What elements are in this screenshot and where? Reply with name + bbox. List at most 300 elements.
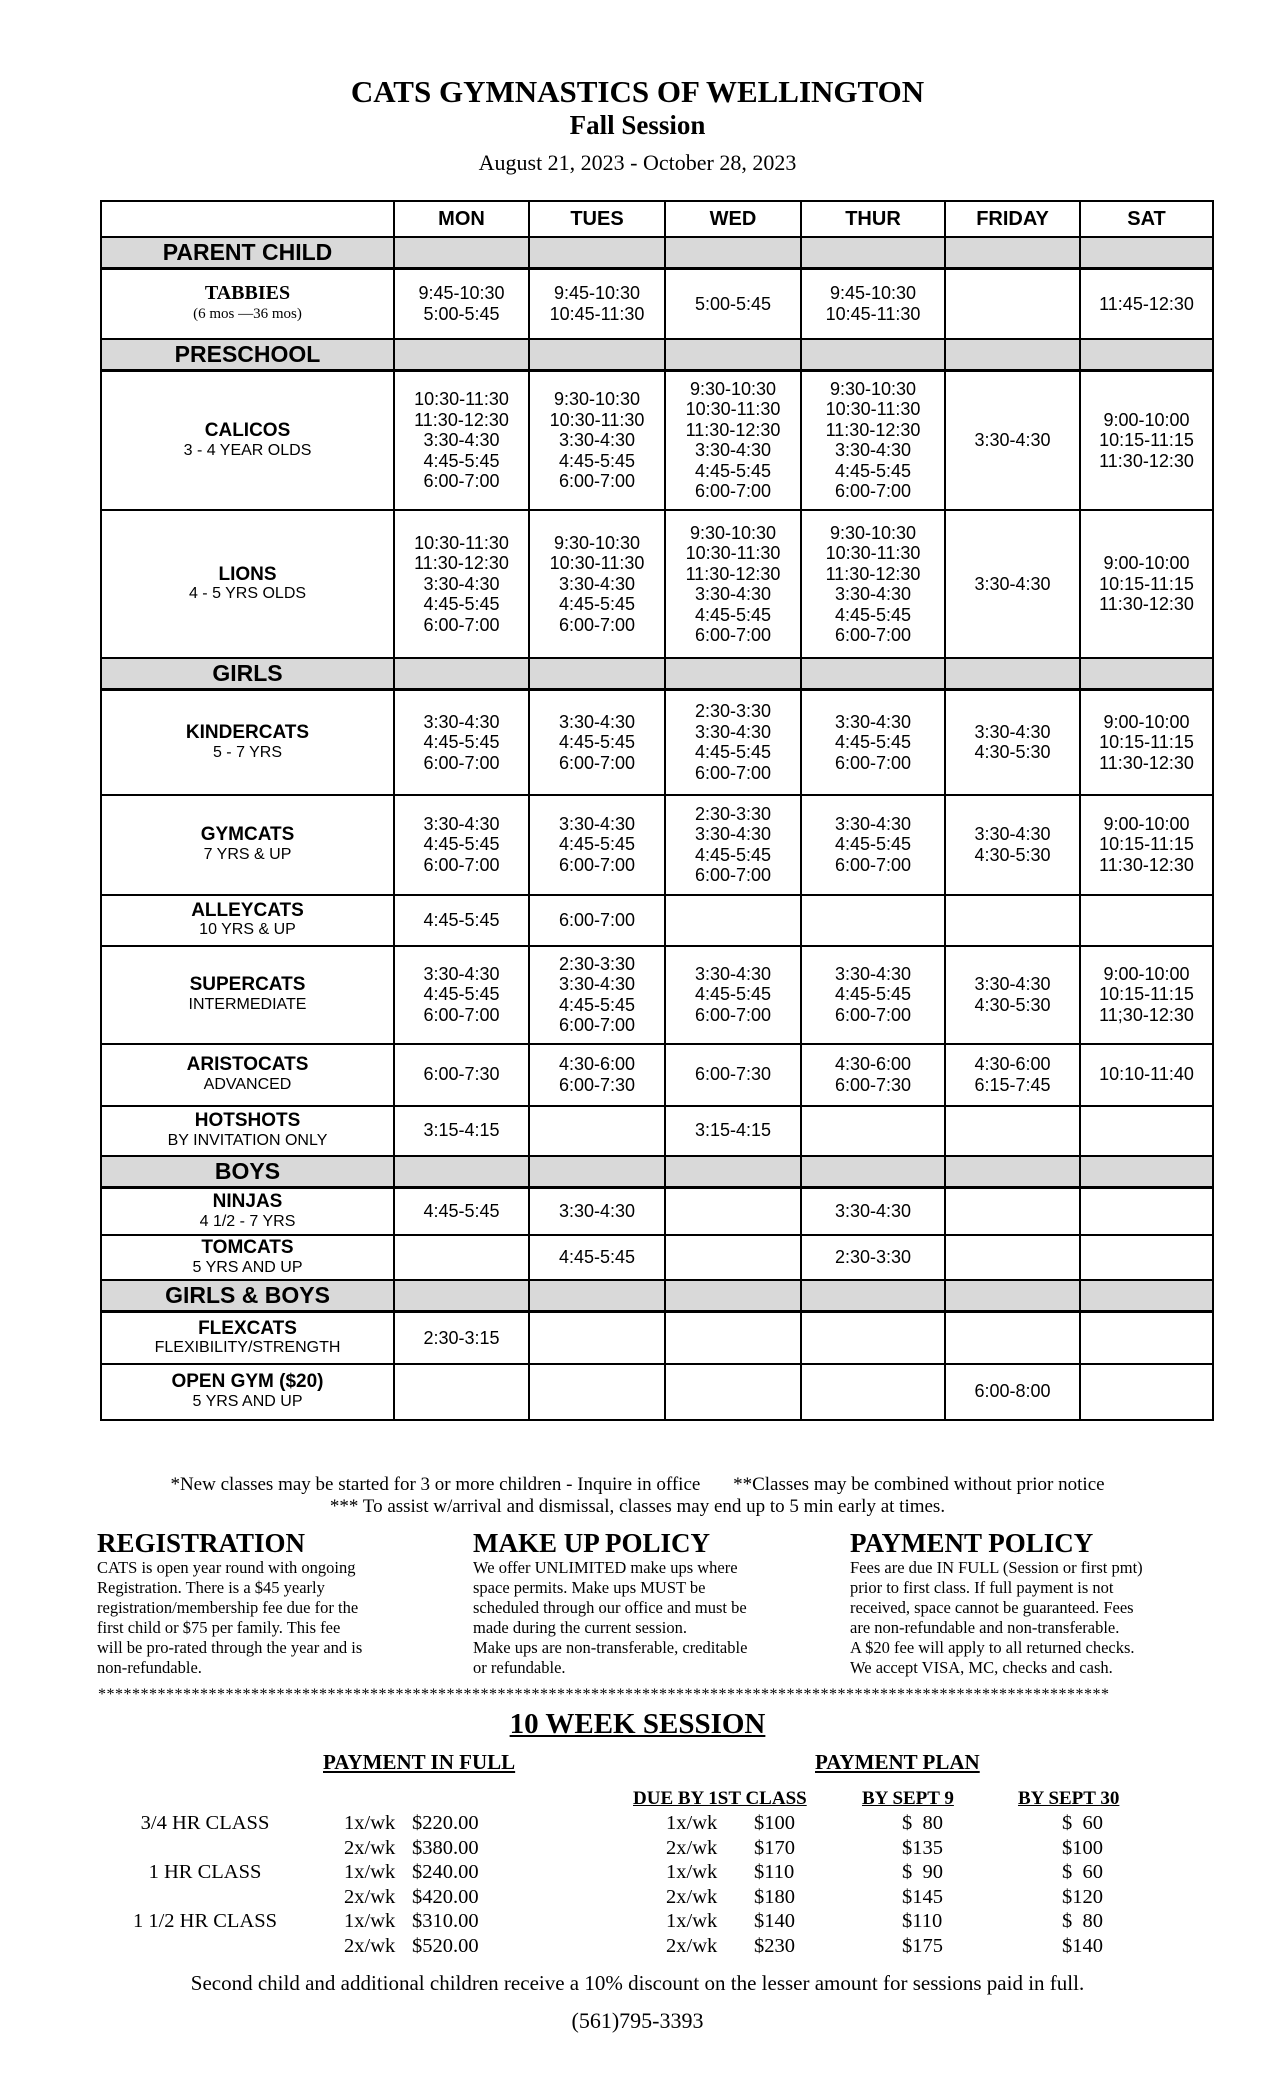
class-age-group: 5 - 7 YRS <box>212 743 283 761</box>
time-slot: 10:10-11:40 <box>1099 1064 1194 1085</box>
time-slot: 3:30-4:30 <box>834 711 912 732</box>
time-slot: 11:30-12:30 <box>685 563 781 584</box>
time-slot: 3:30-4:30 <box>834 440 912 461</box>
time-cell-thur <box>801 1187 945 1235</box>
class-name: NINJAS <box>212 1191 283 1212</box>
class-row <box>101 895 1213 946</box>
time-slot: 10:30-11:30 <box>825 543 921 563</box>
time-slot: 4:30-5:30 <box>974 844 1051 865</box>
pricing-due: $110 <box>754 1861 795 1883</box>
time-slot: 9:30-10:30 <box>689 378 777 399</box>
section-row <box>101 658 1213 690</box>
registration-text <box>97 1558 417 1678</box>
footer <box>0 1970 1275 2034</box>
session-name: Fall Session <box>569 110 706 140</box>
policy-line: Registration. There is a $45 yearly <box>97 1578 325 1597</box>
time-slot: 6:00-7:00 <box>558 752 636 773</box>
policy-line: made during the current session. <box>473 1618 687 1637</box>
time-cell-sat <box>1080 1106 1213 1156</box>
pricing-freq: 1x/wk <box>344 1812 396 1834</box>
pricing-row <box>0 1935 1275 1959</box>
time-cell-tues <box>529 946 665 1044</box>
time-slot: 3:30-4:30 <box>694 440 772 461</box>
star-separator: *********************************************************************************************************************** <box>98 1686 1110 1703</box>
pricing-s30: $ 60 <box>1062 1861 1103 1883</box>
pricing-full: $520.00 <box>412 1934 479 1957</box>
makeup-text <box>473 1558 793 1678</box>
time-cell-sat <box>1080 795 1213 895</box>
time-cell-wed <box>665 1106 801 1156</box>
time-cell-fri <box>945 269 1080 339</box>
gym-name: CATS GYMNASTICS OF WELLINGTON <box>350 74 925 109</box>
pricing-s9: $ 90 <box>902 1861 943 1883</box>
payment-in-full-heading: PAYMENT IN FULL <box>323 1750 516 1774</box>
time-slot: 3:30-4:30 <box>834 813 912 834</box>
time-cell-sat <box>1080 1312 1213 1364</box>
pricing-s9: $145 <box>902 1885 943 1908</box>
time-cell-wed <box>665 1187 801 1235</box>
registration-policy <box>97 1528 417 1678</box>
time-slot: 6:00-7:00 <box>834 625 912 645</box>
time-slot: 4:30-5:30 <box>974 742 1051 763</box>
pricing-pfreq: 2x/wk <box>666 1934 718 1957</box>
time-cell-wed <box>665 510 801 658</box>
class-row <box>101 1187 1213 1235</box>
policy-line: space permits. Make ups MUST be <box>473 1578 706 1597</box>
time-slot: 6:00-7:00 <box>834 854 912 875</box>
time-slot: 4:45-5:45 <box>834 460 912 481</box>
pricing-cls: 1 1/2 HR CLASS <box>132 1910 278 1932</box>
pricing-freq: 2x/wk <box>344 1934 396 1957</box>
time-slot: 6:15-7:45 <box>974 1074 1051 1095</box>
section-boys: BOYS <box>101 1156 394 1188</box>
time-slot: 6:00-7:00 <box>558 471 636 491</box>
document-header <box>0 74 1275 176</box>
class-name: ALLEYCATS <box>191 899 304 921</box>
day-sat: SAT <box>1080 201 1213 237</box>
time-slot: 6:00-7:00 <box>558 909 636 930</box>
time-slot: 6:00-7:00 <box>423 752 500 773</box>
class-name: TABBIES <box>204 282 291 305</box>
time-slot: 6:00-7:00 <box>694 1004 772 1025</box>
policy-line: CATS is open year round with ongoing <box>97 1558 356 1577</box>
time-cell-thur <box>801 370 945 510</box>
section-preschool: PRESCHOOL <box>101 339 394 371</box>
pricing-s9: $ 80 <box>902 1812 943 1834</box>
makeup-title: MAKE UP POLICY <box>473 1528 711 1558</box>
time-slot: 4:45-5:45 <box>423 909 500 930</box>
time-slot: 9:30-10:30 <box>689 522 777 543</box>
time-cell-mon <box>394 1312 529 1364</box>
pricing-cls: 1 HR CLASS <box>148 1861 262 1883</box>
class-age-group: INTERMEDIATE <box>188 995 307 1013</box>
pricing-freq: 2x/wk <box>344 1836 396 1859</box>
time-slot: 4:30-6:00 <box>974 1054 1051 1074</box>
pricing-row <box>0 1886 1275 1910</box>
pricing-s30: $ 60 <box>1062 1812 1103 1834</box>
time-slot: 3:30-4:30 <box>423 813 500 834</box>
time-cell-tues <box>529 1106 665 1156</box>
time-slot: 6:00-7:00 <box>423 854 500 875</box>
time-cell-fri <box>945 946 1080 1044</box>
time-cell-sat <box>1080 510 1213 658</box>
time-cell-sat <box>1080 269 1213 339</box>
time-slot: 3:30-4:30 <box>974 824 1051 844</box>
time-slot: 9:45-10:30 <box>553 283 641 304</box>
pricing-s30: $140 <box>1062 1934 1103 1957</box>
pricing-s30: $100 <box>1062 1836 1103 1859</box>
pricing-row <box>0 1910 1275 1934</box>
time-slot: 3:30-4:30 <box>558 430 636 450</box>
class-name-cell-flexcats <box>101 1312 394 1364</box>
time-slot: 10:15-11:15 <box>1099 573 1194 594</box>
time-cell-fri <box>945 510 1080 658</box>
time-slot: 5:00-5:45 <box>423 303 500 324</box>
time-slot: 11;30-12:30 <box>1099 1004 1194 1025</box>
policy-line: scheduled through our office and must be <box>473 1598 747 1617</box>
time-cell-mon <box>394 1187 529 1235</box>
time-slot: 10:30-11:30 <box>414 389 509 409</box>
time-cell-fri <box>945 895 1080 946</box>
time-cell-thur <box>801 269 945 339</box>
time-slot: 2:30-3:30 <box>694 701 772 722</box>
time-slot: 6:00-7:00 <box>834 1004 912 1025</box>
day-header-row <box>101 201 1213 237</box>
sibling-discount-note: Second child and additional children receive a 10% discount on the lesser amount for sessions paid in full. <box>190 1971 1085 1995</box>
time-cell-wed <box>665 269 801 339</box>
class-row <box>101 269 1213 339</box>
time-slot: 3:30-4:30 <box>558 1201 636 1221</box>
time-slot: 3:15-4:15 <box>423 1120 500 1141</box>
class-name: OPEN GYM ($20) <box>171 1371 324 1393</box>
time-cell-mon <box>394 269 529 339</box>
class-name-cell-tomcats <box>101 1235 394 1280</box>
class-name: ARISTOCATS <box>186 1054 309 1076</box>
pricing-s9: $135 <box>902 1836 943 1859</box>
class-name: CALICOS <box>204 420 291 441</box>
time-slot: 4:45-5:45 <box>694 742 772 763</box>
time-slot: 11:30-12:30 <box>1099 450 1194 471</box>
time-slot: 4:45-5:45 <box>423 594 500 615</box>
time-slot: 6:00-8:00 <box>974 1381 1051 1402</box>
time-cell-tues <box>529 510 665 658</box>
class-name-cell-lions <box>101 510 394 658</box>
time-slot: 10:30-11:30 <box>549 553 645 574</box>
class-name-cell-kindercats <box>101 690 394 795</box>
policy-line: first child or $75 per family. This fee <box>97 1618 341 1637</box>
registration-title: REGISTRATION <box>97 1528 306 1558</box>
payment-title: PAYMENT POLICY <box>850 1528 1094 1558</box>
payment-plan-heading: PAYMENT PLAN <box>815 1750 980 1774</box>
header-blank <box>101 201 394 237</box>
time-slot: 3:30-4:30 <box>423 573 500 594</box>
time-cell-tues <box>529 1364 665 1420</box>
class-name-cell-gymcats <box>101 795 394 895</box>
time-cell-wed <box>665 795 801 895</box>
time-cell-thur <box>801 1235 945 1280</box>
time-slot: 10:15-11:15 <box>1099 834 1194 855</box>
policy-line: registration/membership fee due for the <box>97 1598 359 1617</box>
time-cell-thur <box>801 1106 945 1156</box>
class-name-cell-supercats <box>101 946 394 1044</box>
policy-line: prior to first class. If full payment is not <box>850 1578 1114 1597</box>
pricing-full: $220.00 <box>412 1812 479 1834</box>
time-slot: 10:30-11:30 <box>549 409 645 430</box>
time-slot: 4:45-5:45 <box>834 834 912 855</box>
time-slot: 6:00-7:00 <box>694 865 772 885</box>
class-age-group: 4 1/2 - 7 YRS <box>199 1212 296 1230</box>
time-slot: 6:00-7:00 <box>694 762 772 783</box>
time-cell-wed <box>665 946 801 1044</box>
time-slot: 11:30-12:30 <box>1099 752 1194 773</box>
time-slot: 9:30-10:30 <box>553 532 641 553</box>
time-cell-mon <box>394 795 529 895</box>
class-name-cell-hotshots <box>101 1106 394 1156</box>
time-slot: 4:45-5:45 <box>423 1201 500 1221</box>
class-schedule-table <box>100 200 1214 1421</box>
time-slot: 6:00-7:00 <box>558 614 636 635</box>
time-cell-mon <box>394 1044 529 1106</box>
policy-line: are non-refundable and non-transferable. <box>850 1618 1120 1637</box>
time-slot: 6:00-7:00 <box>694 481 772 502</box>
class-age-group: 3 - 4 YEAR OLDS <box>183 441 312 459</box>
policy-line: non-refundable. <box>97 1658 202 1677</box>
time-cell-sat <box>1080 1044 1213 1106</box>
time-slot: 11:30-12:30 <box>414 409 509 430</box>
class-age-group: (6 mos —36 mos) <box>193 305 302 322</box>
col-due-first-class: DUE BY 1ST CLASS <box>633 1788 807 1809</box>
time-cell-wed <box>665 1044 801 1106</box>
time-slot: 11:30-12:30 <box>1099 854 1194 875</box>
payment-policy <box>850 1528 1190 1678</box>
time-cell-fri <box>945 795 1080 895</box>
class-name-cell-alleycats <box>101 895 394 946</box>
time-cell-fri <box>945 1235 1080 1280</box>
time-slot: 6:00-7:00 <box>423 1004 500 1025</box>
time-slot: 4:45-5:45 <box>423 732 500 752</box>
policy-line: will be pro-rated through the year and is <box>97 1638 363 1657</box>
time-slot: 6:00-7:00 <box>694 625 772 645</box>
time-cell-thur <box>801 1312 945 1364</box>
class-name-cell-ninjas <box>101 1187 394 1235</box>
policy-line: A $20 fee will apply to all returned checks. <box>850 1638 1135 1657</box>
pricing-full: $310.00 <box>412 1910 479 1932</box>
pricing-pfreq: 1x/wk <box>666 1910 718 1932</box>
time-slot: 10:30-11:30 <box>825 399 921 420</box>
class-name: TOMCATS <box>201 1237 294 1259</box>
time-cell-tues <box>529 1044 665 1106</box>
pricing-pfreq: 2x/wk <box>666 1836 718 1859</box>
class-name-cell-aristocats <box>101 1044 394 1106</box>
class-age-group: 10 YRS & UP <box>199 921 296 939</box>
time-slot: 2:30-3:30 <box>694 803 772 824</box>
time-cell-mon <box>394 946 529 1044</box>
time-cell-fri <box>945 690 1080 795</box>
time-slot: 2:30-3:15 <box>423 1327 500 1348</box>
time-slot: 11:30-12:30 <box>414 553 509 574</box>
pricing-freq: 1x/wk <box>344 1861 396 1883</box>
class-name: KINDERCATS <box>185 722 310 743</box>
time-slot: 4:45-5:45 <box>423 834 500 855</box>
note-new-classes: *New classes may be started for 3 or more children - Inquire in office <box>170 1474 701 1495</box>
time-slot: 3:30-4:30 <box>423 430 500 450</box>
time-slot: 3:30-4:30 <box>974 430 1051 450</box>
time-slot: 6:00-7:30 <box>834 1074 912 1095</box>
policy-line: received, space cannot be guaranteed. Fees <box>850 1598 1134 1617</box>
class-age-group: 5 YRS AND UP <box>192 1258 303 1276</box>
time-cell-fri <box>945 1044 1080 1106</box>
time-slot: 2:30-3:30 <box>558 953 636 974</box>
class-age-group: 5 YRS AND UP <box>192 1392 303 1410</box>
class-age-group: 4 - 5 YRS OLDS <box>188 585 307 603</box>
class-name: FLEXCATS <box>198 1317 297 1339</box>
section-row <box>101 1280 1213 1312</box>
policy-line: Make ups are non-transferable, creditable <box>473 1638 748 1657</box>
class-row <box>101 690 1213 795</box>
pricing-cls: 3/4 HR CLASS <box>140 1812 270 1834</box>
class-age-group: FLEXIBILITY/STRENGTH <box>154 1339 341 1356</box>
pricing-due: $180 <box>754 1885 795 1908</box>
class-age-group: ADVANCED <box>203 1075 292 1093</box>
time-slot: 4:45-5:45 <box>558 450 636 471</box>
section-row <box>101 237 1213 269</box>
day-friday: FRIDAY <box>945 201 1080 237</box>
time-slot: 4:45-5:45 <box>694 984 772 1005</box>
time-cell-fri <box>945 1364 1080 1420</box>
time-slot: 4:45-5:45 <box>834 732 912 752</box>
time-cell-tues <box>529 895 665 946</box>
time-slot: 4:45-5:45 <box>558 834 636 855</box>
time-cell-tues <box>529 795 665 895</box>
class-row <box>101 1235 1213 1280</box>
pricing-full: $380.00 <box>412 1836 479 1859</box>
time-slot: 10:45-11:30 <box>549 303 645 324</box>
time-slot: 6:00-7:00 <box>558 854 636 875</box>
time-slot: 6:00-7:30 <box>558 1074 636 1095</box>
time-cell-mon <box>394 370 529 510</box>
pricing-due: $100 <box>754 1812 795 1834</box>
day-thur: THUR <box>801 201 945 237</box>
pricing-due: $140 <box>754 1910 795 1932</box>
time-cell-tues <box>529 1312 665 1364</box>
time-cell-sat <box>1080 946 1213 1044</box>
time-slot: 3:15-4:15 <box>694 1120 772 1141</box>
policy-line: Fees are due IN FULL (Session or first pmt) <box>850 1558 1143 1577</box>
time-slot: 9:45-10:30 <box>418 283 505 304</box>
class-name-cell-opengym <box>101 1364 394 1420</box>
time-cell-thur <box>801 1364 945 1420</box>
pricing-freq: 1x/wk <box>344 1910 396 1932</box>
time-cell-tues <box>529 1187 665 1235</box>
time-slot: 6:00-7:00 <box>834 752 912 773</box>
time-slot: 11:30-12:30 <box>1099 594 1194 615</box>
time-slot: 6:00-7:30 <box>423 1064 500 1085</box>
time-slot: 10:30-11:30 <box>685 399 781 420</box>
section-row <box>101 1156 1213 1188</box>
time-cell-wed <box>665 370 801 510</box>
class-row <box>101 1044 1213 1106</box>
pricing-pfreq: 2x/wk <box>666 1885 718 1908</box>
col-by-sept30: BY SEPT 30 <box>1018 1788 1120 1809</box>
time-slot: 3:30-4:30 <box>558 711 636 732</box>
pricing-s9: $110 <box>902 1910 943 1932</box>
time-cell-wed <box>665 1364 801 1420</box>
payment-text <box>850 1558 1190 1678</box>
time-slot: 3:30-4:30 <box>834 963 912 984</box>
time-cell-mon <box>394 1106 529 1156</box>
day-tues: TUES <box>529 201 665 237</box>
time-slot: 4:30-5:30 <box>974 994 1051 1015</box>
time-slot: 9:00-10:00 <box>1103 963 1190 984</box>
time-cell-thur <box>801 795 945 895</box>
time-cell-sat <box>1080 895 1213 946</box>
class-name-cell-tabbies <box>101 269 394 339</box>
policy-line: or refundable. <box>473 1658 566 1677</box>
pricing-full: $240.00 <box>412 1861 479 1883</box>
time-cell-tues <box>529 1235 665 1280</box>
time-slot: 4:45-5:45 <box>834 604 912 625</box>
time-slot: 3:30-4:30 <box>694 963 772 984</box>
time-slot: 9:30-10:30 <box>829 522 917 543</box>
note-dismissal: *** To assist w/arrival and dismissal, classes may end up to 5 min early at times. <box>329 1496 946 1517</box>
makeup-policy <box>473 1528 793 1678</box>
time-cell-tues <box>529 269 665 339</box>
time-cell-mon <box>394 690 529 795</box>
time-slot: 11:30-12:30 <box>825 563 921 584</box>
time-slot: 6:00-7:00 <box>423 614 500 635</box>
time-cell-thur <box>801 510 945 658</box>
time-slot: 3:30-4:30 <box>694 721 772 742</box>
class-name: HOTSHOTS <box>194 1110 301 1132</box>
time-cell-wed <box>665 690 801 795</box>
time-slot: 3:30-4:30 <box>694 584 772 604</box>
day-wed: WED <box>665 201 801 237</box>
note-combined: **Classes may be combined without prior notice <box>733 1474 1105 1495</box>
session-dates: August 21, 2023 - October 28, 2023 <box>478 150 797 175</box>
pricing-row <box>0 1812 1275 1836</box>
class-row <box>101 1364 1213 1420</box>
time-slot: 11:30-12:30 <box>685 419 781 440</box>
pricing-row <box>0 1861 1275 1885</box>
time-slot: 3:30-4:30 <box>974 974 1051 994</box>
time-slot: 3:30-4:30 <box>558 974 636 994</box>
time-slot: 4:45-5:45 <box>694 460 772 481</box>
class-age-group: 7 YRS & UP <box>203 845 292 863</box>
time-slot: 9:30-10:30 <box>829 378 917 399</box>
time-cell-mon <box>394 510 529 658</box>
time-slot: 4:45-5:45 <box>423 450 500 471</box>
time-cell-fri <box>945 1106 1080 1156</box>
time-slot: 2:30-3:30 <box>834 1247 912 1268</box>
time-slot: 9:00-10:00 <box>1103 553 1190 574</box>
class-row <box>101 1106 1213 1156</box>
col-by-sept9: BY SEPT 9 <box>862 1788 954 1809</box>
time-slot: 4:30-6:00 <box>834 1054 912 1074</box>
time-slot: 6:00-7:30 <box>694 1064 772 1085</box>
time-slot: 3:30-4:30 <box>423 711 500 732</box>
time-slot: 4:30-6:00 <box>558 1054 636 1074</box>
class-row <box>101 946 1213 1044</box>
policy-line: We accept VISA, MC, checks and cash. <box>850 1658 1113 1677</box>
class-name: GYMCATS <box>200 824 295 846</box>
time-cell-sat <box>1080 690 1213 795</box>
section-row <box>101 339 1213 371</box>
time-slot: 3:30-4:30 <box>423 963 500 984</box>
time-slot: 3:30-4:30 <box>834 584 912 604</box>
time-cell-thur <box>801 1044 945 1106</box>
time-cell-mon <box>394 1235 529 1280</box>
time-cell-wed <box>665 1235 801 1280</box>
